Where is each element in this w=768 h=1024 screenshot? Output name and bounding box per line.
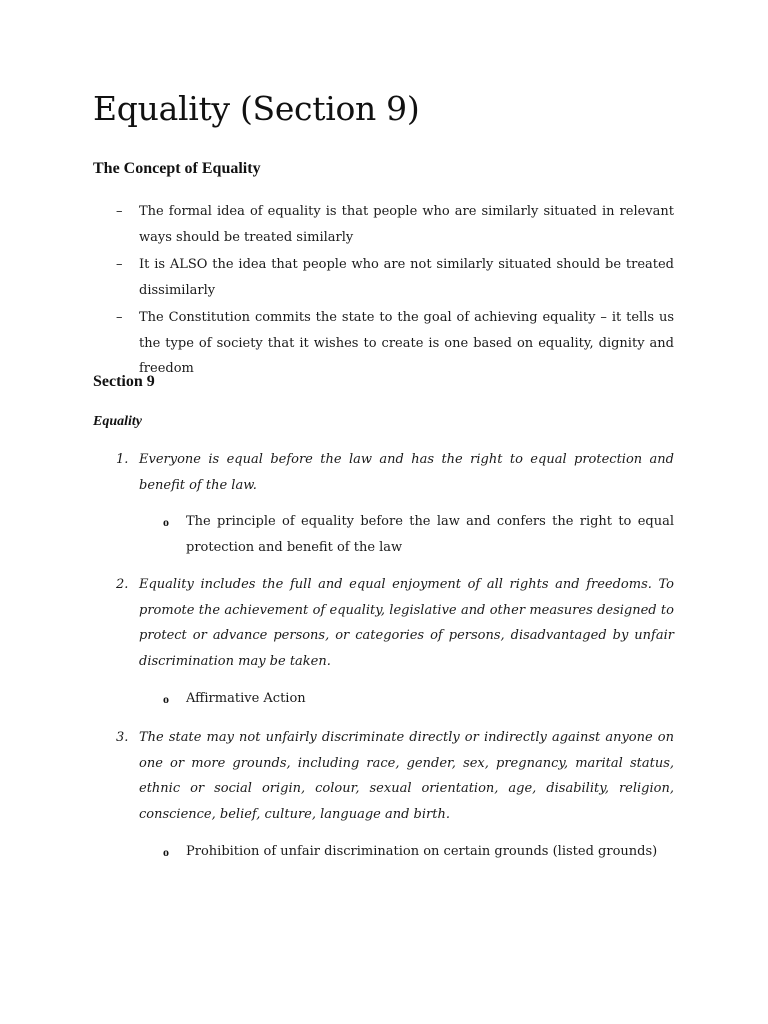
clause-note: The principle of equality before the law and confers the right to equal protection and benefit of the law (186, 514, 674, 555)
concept-heading: The Concept of Equality (93, 160, 261, 177)
clause-number: 3. (116, 730, 129, 745)
dash-marker: – (116, 310, 123, 325)
circle-bullet-icon: o (163, 845, 169, 859)
concept-point: The formal idea of equality is that people who are similarly situated in relevant ways should be treated similarly (139, 204, 674, 245)
circle-bullet-icon: o (163, 515, 169, 529)
clause-text: Equality includes the full and equal enjoyment of all rights and freedoms. To promote the achievement of equality, legislative and other measures designed to protect or advance persons, or categories of persons, disadvantaged by unfair discrimination may be taken. (139, 577, 674, 669)
section-heading: Section 9 (93, 373, 155, 390)
section-subheading: Equality (93, 414, 143, 429)
concept-point: The Constitution commits the state to the goal of achieving equality – it tells us the type of society that it wishes to create is one based on equality, dignity and freedom (139, 310, 674, 376)
clause-text: The state may not unfairly discriminate directly or indirectly against anyone on one or more grounds, including race, gender, sex, pregnancy, marital status, ethnic or social origin, colour, sexual orientation, age, disability, religion, conscience, belief, culture, language and birth. (139, 730, 674, 822)
document-title: Equality (Section 9) (93, 89, 420, 128)
concept-point: It is ALSO the idea that people who are not similarly situated should be treated dissimilarly (139, 257, 674, 298)
circle-bullet-icon: o (163, 692, 169, 706)
clause-note: Affirmative Action (186, 691, 306, 706)
clause-number: 1. (116, 452, 129, 467)
clause-number: 2. (116, 577, 129, 592)
dash-marker: – (116, 204, 123, 219)
clause-text: Everyone is equal before the law and has the right to equal protection and benefit of the law. (139, 452, 674, 493)
dash-marker: – (116, 257, 123, 272)
clause-note: Prohibition of unfair discrimination on certain grounds (listed grounds) (186, 844, 658, 859)
